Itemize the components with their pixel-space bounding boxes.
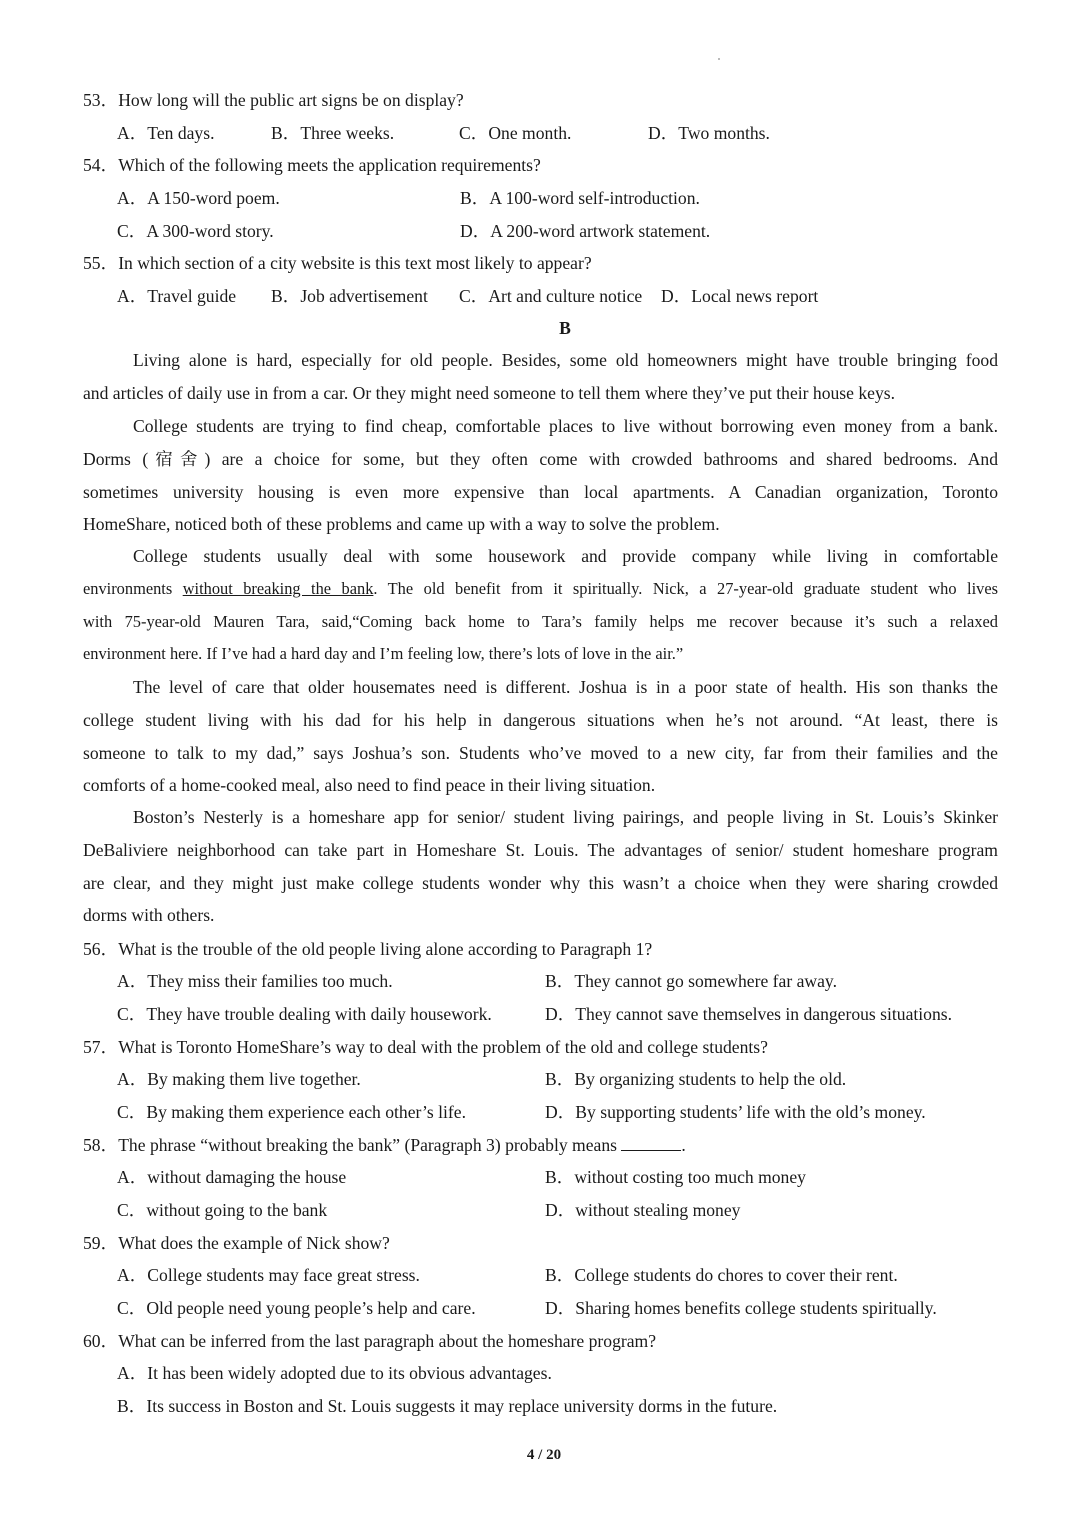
paragraph-line: DeBaliviere neighborhood can take part in Homeshare St. Louis. The advantages of senior/ student homeshare program	[83, 839, 998, 860]
paragraph-line: The level of care that older housemates need is different. Joshua is in a poor state of health. His son thanks the	[133, 677, 998, 697]
q53-option-c: C．One month.	[459, 123, 572, 143]
q54-option-d: D．A 200-word artwork statement.	[460, 221, 711, 241]
q53-option-d: D．Two months.	[648, 123, 770, 143]
paragraph-line: and articles of daily use in from a car. Or they might need someone to tell them where they’ve put their house keys.	[83, 382, 896, 403]
q60-option-a: A．It has been widely adopted due to its obvious advantages.	[117, 1363, 552, 1383]
q54-option-c: C．A 300-word story.	[117, 221, 274, 241]
paragraph-line: College students usually deal with some housework and provide company while living in comfortable	[133, 546, 998, 566]
question-55-stem: 55．In which section of a city website is this text most likely to appear?	[83, 253, 592, 273]
question-54-stem: 54．Which of the following meets the application requirements?	[83, 155, 541, 175]
answer-blank	[621, 1136, 681, 1151]
q55-option-d: D．Local news report	[661, 286, 819, 306]
paragraph-line: sometimes university housing is even more expensive than local apartments. A Canadian organization, Toronto	[83, 481, 998, 502]
question-53-stem: 53．How long will the public art signs be on display?	[83, 90, 464, 110]
q55-option-a: A．Travel guide	[117, 286, 237, 306]
q57-option-d: D．By supporting students’ life with the old’s money.	[545, 1102, 926, 1122]
passage-paragraph-2	[83, 410, 998, 541]
q56-option-b: B．They cannot go somewhere far away.	[545, 971, 837, 991]
q55-option-c: C．Art and culture notice	[459, 286, 643, 306]
q54-option-b: B．A 100-word self-introduction.	[460, 188, 700, 208]
question-58-stem	[83, 1135, 686, 1155]
paragraph-line	[83, 573, 998, 606]
q59-option-c: C．Old people need young people’s help and care.	[117, 1298, 476, 1318]
paragraph-line: are clear, and they might just make college students wonder why this wasn’t a choice when they were sharing crowded	[83, 872, 998, 893]
q54-option-a: A．A 150-word poem.	[117, 188, 280, 208]
paragraph-line: Living alone is hard, especially for old people. Besides, some old homeowners might have trouble bringing food	[133, 350, 998, 370]
paragraph-line: college student living with his dad for his help in dangerous situations when he’s not around. “At least, there is	[83, 709, 998, 730]
q58-option-b: B．without costing too much money	[545, 1167, 806, 1187]
question-59-stem: 59．What does the example of Nick show?	[83, 1233, 390, 1253]
stem-period: .	[681, 1135, 686, 1155]
paragraph-line: Boston’s Nesterly is a homeshare app for senior/ student living pairings, and people living in St. Louis’s Skinker	[133, 807, 998, 827]
q59-option-b: B．College students do chores to cover their rent.	[545, 1265, 898, 1285]
paragraph-line: dorms with others.	[83, 905, 215, 926]
q56-option-a: A．They miss their families too much.	[117, 971, 393, 991]
q56-option-c: C．They have trouble dealing with daily housework.	[117, 1004, 492, 1024]
paragraph-line: environment here. If I’ve had a hard day and I’m feeling low, there’s lots of love in the air.”	[83, 644, 684, 664]
paragraph-line: with 75-year-old Mauren Tara, said,“Coming back home to Tara’s family helps me recover because it’s such a relaxed	[83, 611, 998, 631]
q56-option-d: D．They cannot save themselves in dangerous situations.	[545, 1004, 953, 1024]
line-text: . The old benefit from it spiritually. Nick, a 27-year-old graduate student who lives	[373, 578, 998, 598]
underlined-phrase: without breaking the bank	[182, 578, 374, 598]
paragraph-line: comforts of a home-cooked meal, also need to find peace in their living situation.	[83, 775, 656, 796]
q60-option-b: B．Its success in Boston and St. Louis suggests it may replace university dorms in the future.	[117, 1396, 778, 1416]
paragraph-line: College students are trying to find cheap, comfortable places to live without borrowing even money from a bank.	[133, 416, 998, 436]
question-57-stem: 57．What is Toronto HomeShare’s way to deal with the problem of the old and college students?	[83, 1037, 768, 1057]
passage-paragraph-4	[83, 671, 998, 802]
question-60-stem: 60．What can be inferred from the last paragraph about the homeshare program?	[83, 1331, 657, 1351]
paragraph-line: Dorms (宿舍) are a choice for some, but they often come with crowded bathrooms and shared bedrooms. And	[83, 448, 998, 469]
passage-paragraph-1	[83, 344, 998, 410]
paragraph-line: someone to talk to my dad,” says Joshua’s son. Students who’ve moved to a new city, far from their families and the	[83, 742, 998, 763]
section-heading: B	[559, 318, 571, 338]
q59-option-d: D．Sharing homes benefits college students spiritually.	[545, 1298, 937, 1318]
q58-option-c: C．without going to the bank	[117, 1200, 328, 1220]
q55-option-b: B．Job advertisement	[271, 286, 428, 306]
question-56-stem: 56．What is the trouble of the old people living alone according to Paragraph 1?	[83, 939, 653, 959]
q57-option-c: C．By making them experience each other’s life.	[117, 1102, 466, 1122]
q57-option-a: A．By making them live together.	[117, 1069, 361, 1089]
scan-speck	[718, 58, 720, 60]
passage-paragraph-5	[83, 801, 998, 932]
q58-option-a: A．without damaging the house	[117, 1167, 347, 1187]
q59-option-a: A．College students may face great stress.	[117, 1265, 420, 1285]
line-text: environments	[83, 578, 183, 598]
stem-text: 58．The phrase “without breaking the bank” (Paragraph 3) probably means	[83, 1135, 617, 1155]
passage-paragraph-3	[83, 540, 998, 671]
page-number: 4 / 20	[526, 1447, 562, 1463]
q53-option-b: B．Three weeks.	[271, 123, 395, 143]
q58-option-d: D．without stealing money	[545, 1200, 741, 1220]
q53-option-a: A．Ten days.	[117, 123, 215, 143]
paragraph-line: HomeShare, noticed both of these problems and came up with a way to solve the problem.	[83, 514, 720, 535]
q57-option-b: B．By organizing students to help the old.	[545, 1069, 847, 1089]
